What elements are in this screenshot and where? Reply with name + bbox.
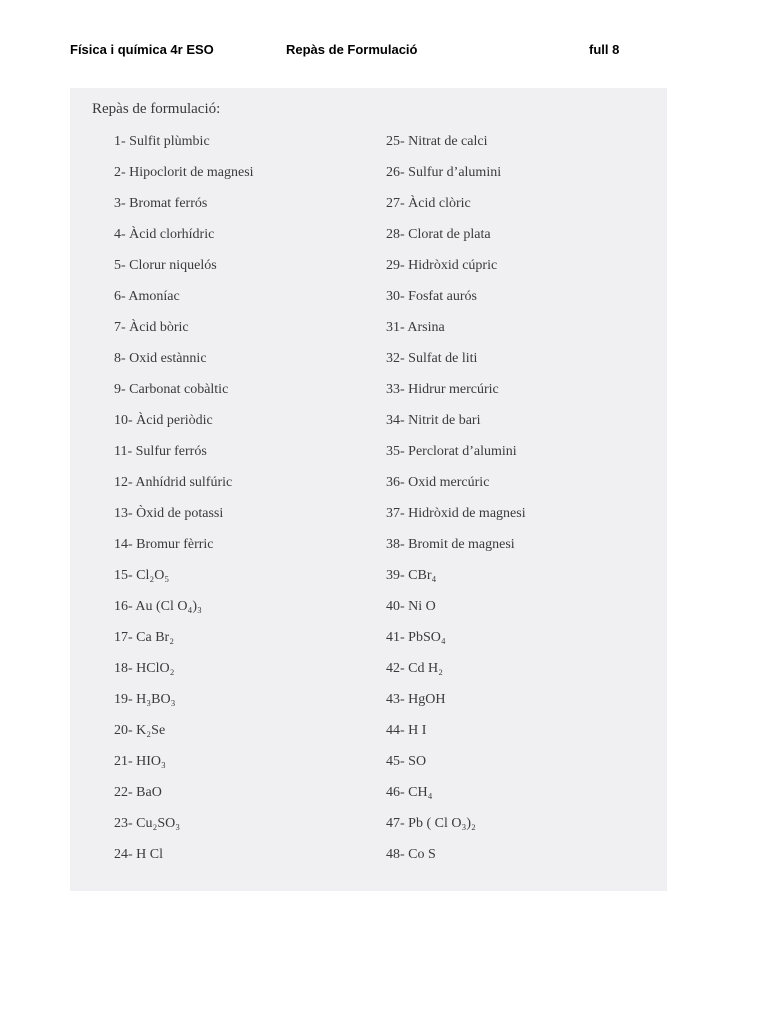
exercise-item: 30- Fosfat aurós xyxy=(386,289,477,304)
exercise-item: 35- Perclorat d’alumini xyxy=(386,444,517,459)
exercise-item: 22- BaO xyxy=(114,785,162,800)
page-header xyxy=(0,42,768,62)
exercise-item: 48- Co S xyxy=(386,847,436,862)
exercise-item: 10- Àcid periòdic xyxy=(114,413,213,428)
exercise-item: 1- Sulfit plùmbic xyxy=(114,134,210,149)
exercise-item: 3- Bromat ferrós xyxy=(114,196,208,211)
exercise-item: 45- SO xyxy=(386,754,427,769)
exercise-item: 28- Clorat de plata xyxy=(386,227,491,242)
exercise-item: 29- Hidròxid cúpric xyxy=(386,258,498,273)
exercise-item: 42- Cd H₂ xyxy=(386,661,443,676)
exercise-item: 34- Nitrit de bari xyxy=(386,413,481,428)
exercise-item: 21- HIO₃ xyxy=(114,754,166,769)
exercise-item: 9- Carbonat cobàltic xyxy=(114,382,229,397)
exercise-item: 12- Anhídrid sulfúric xyxy=(114,475,233,490)
exercise-item: 20- K₂Se xyxy=(114,723,166,738)
exercise-item: 31- Arsina xyxy=(386,320,445,335)
exercise-item: 5- Clorur niquelós xyxy=(114,258,217,273)
exercise-item: 2- Hipoclorit de magnesi xyxy=(114,165,254,180)
exercise-item: 7- Àcid bòric xyxy=(114,320,189,335)
exercise-item: 39- CBr₄ xyxy=(386,568,437,583)
exercise-list-right xyxy=(386,132,526,876)
exercise-item: 17- Ca Br₂ xyxy=(114,630,175,645)
exercise-item: 44- H I xyxy=(386,723,427,738)
header-subject: Física i química 4r ESO xyxy=(70,42,214,57)
exercise-item: 23- Cu₂SO₃ xyxy=(114,816,181,831)
exercise-item: 47- Pb ( Cl O₃)₂ xyxy=(386,816,476,831)
exercise-list-left xyxy=(114,132,254,876)
exercise-item: 37- Hidròxid de magnesi xyxy=(386,506,526,521)
exercise-item: 24- H Cl xyxy=(114,847,163,862)
exercise-item: 14- Bromur fèrric xyxy=(114,537,214,552)
exercise-item: 6- Amoníac xyxy=(114,289,180,304)
exercise-item: 33- Hidrur mercúric xyxy=(386,382,499,397)
header-sheet-number: full 8 xyxy=(589,42,620,57)
exercise-item: 36- Oxid mercúric xyxy=(386,475,490,490)
exercise-title: Repàs de formulació: xyxy=(92,101,221,117)
exercise-item: 26- Sulfur d’alumini xyxy=(386,165,502,180)
exercise-item: 41- PbSO₄ xyxy=(386,630,446,645)
scanned-exercise-sheet xyxy=(70,88,667,891)
exercise-item: 8- Oxid estànnic xyxy=(114,351,207,366)
exercise-item: 13- Òxid de potassi xyxy=(114,506,224,521)
exercise-item: 43- HgOH xyxy=(386,692,446,707)
exercise-item: 18- HClO₂ xyxy=(114,661,175,676)
exercise-item: 16- Au (Cl O₄)₃ xyxy=(114,599,202,614)
exercise-item: 4- Àcid clorhídric xyxy=(114,227,215,242)
exercise-item: 15- Cl₂O₅ xyxy=(114,568,170,583)
exercise-item: 32- Sulfat de liti xyxy=(386,351,478,366)
exercise-item: 40- Ni O xyxy=(386,599,436,614)
exercise-item: 19- H₃BO₃ xyxy=(114,692,176,707)
exercise-item: 11- Sulfur ferrós xyxy=(114,444,207,459)
header-topic: Repàs de Formulació xyxy=(286,42,418,57)
exercise-item: 46- CH₄ xyxy=(386,785,433,800)
exercise-item: 38- Bromit de magnesi xyxy=(386,537,515,552)
exercise-item: 27- Àcid clòric xyxy=(386,196,471,211)
exercise-item: 25- Nitrat de calci xyxy=(386,134,488,149)
